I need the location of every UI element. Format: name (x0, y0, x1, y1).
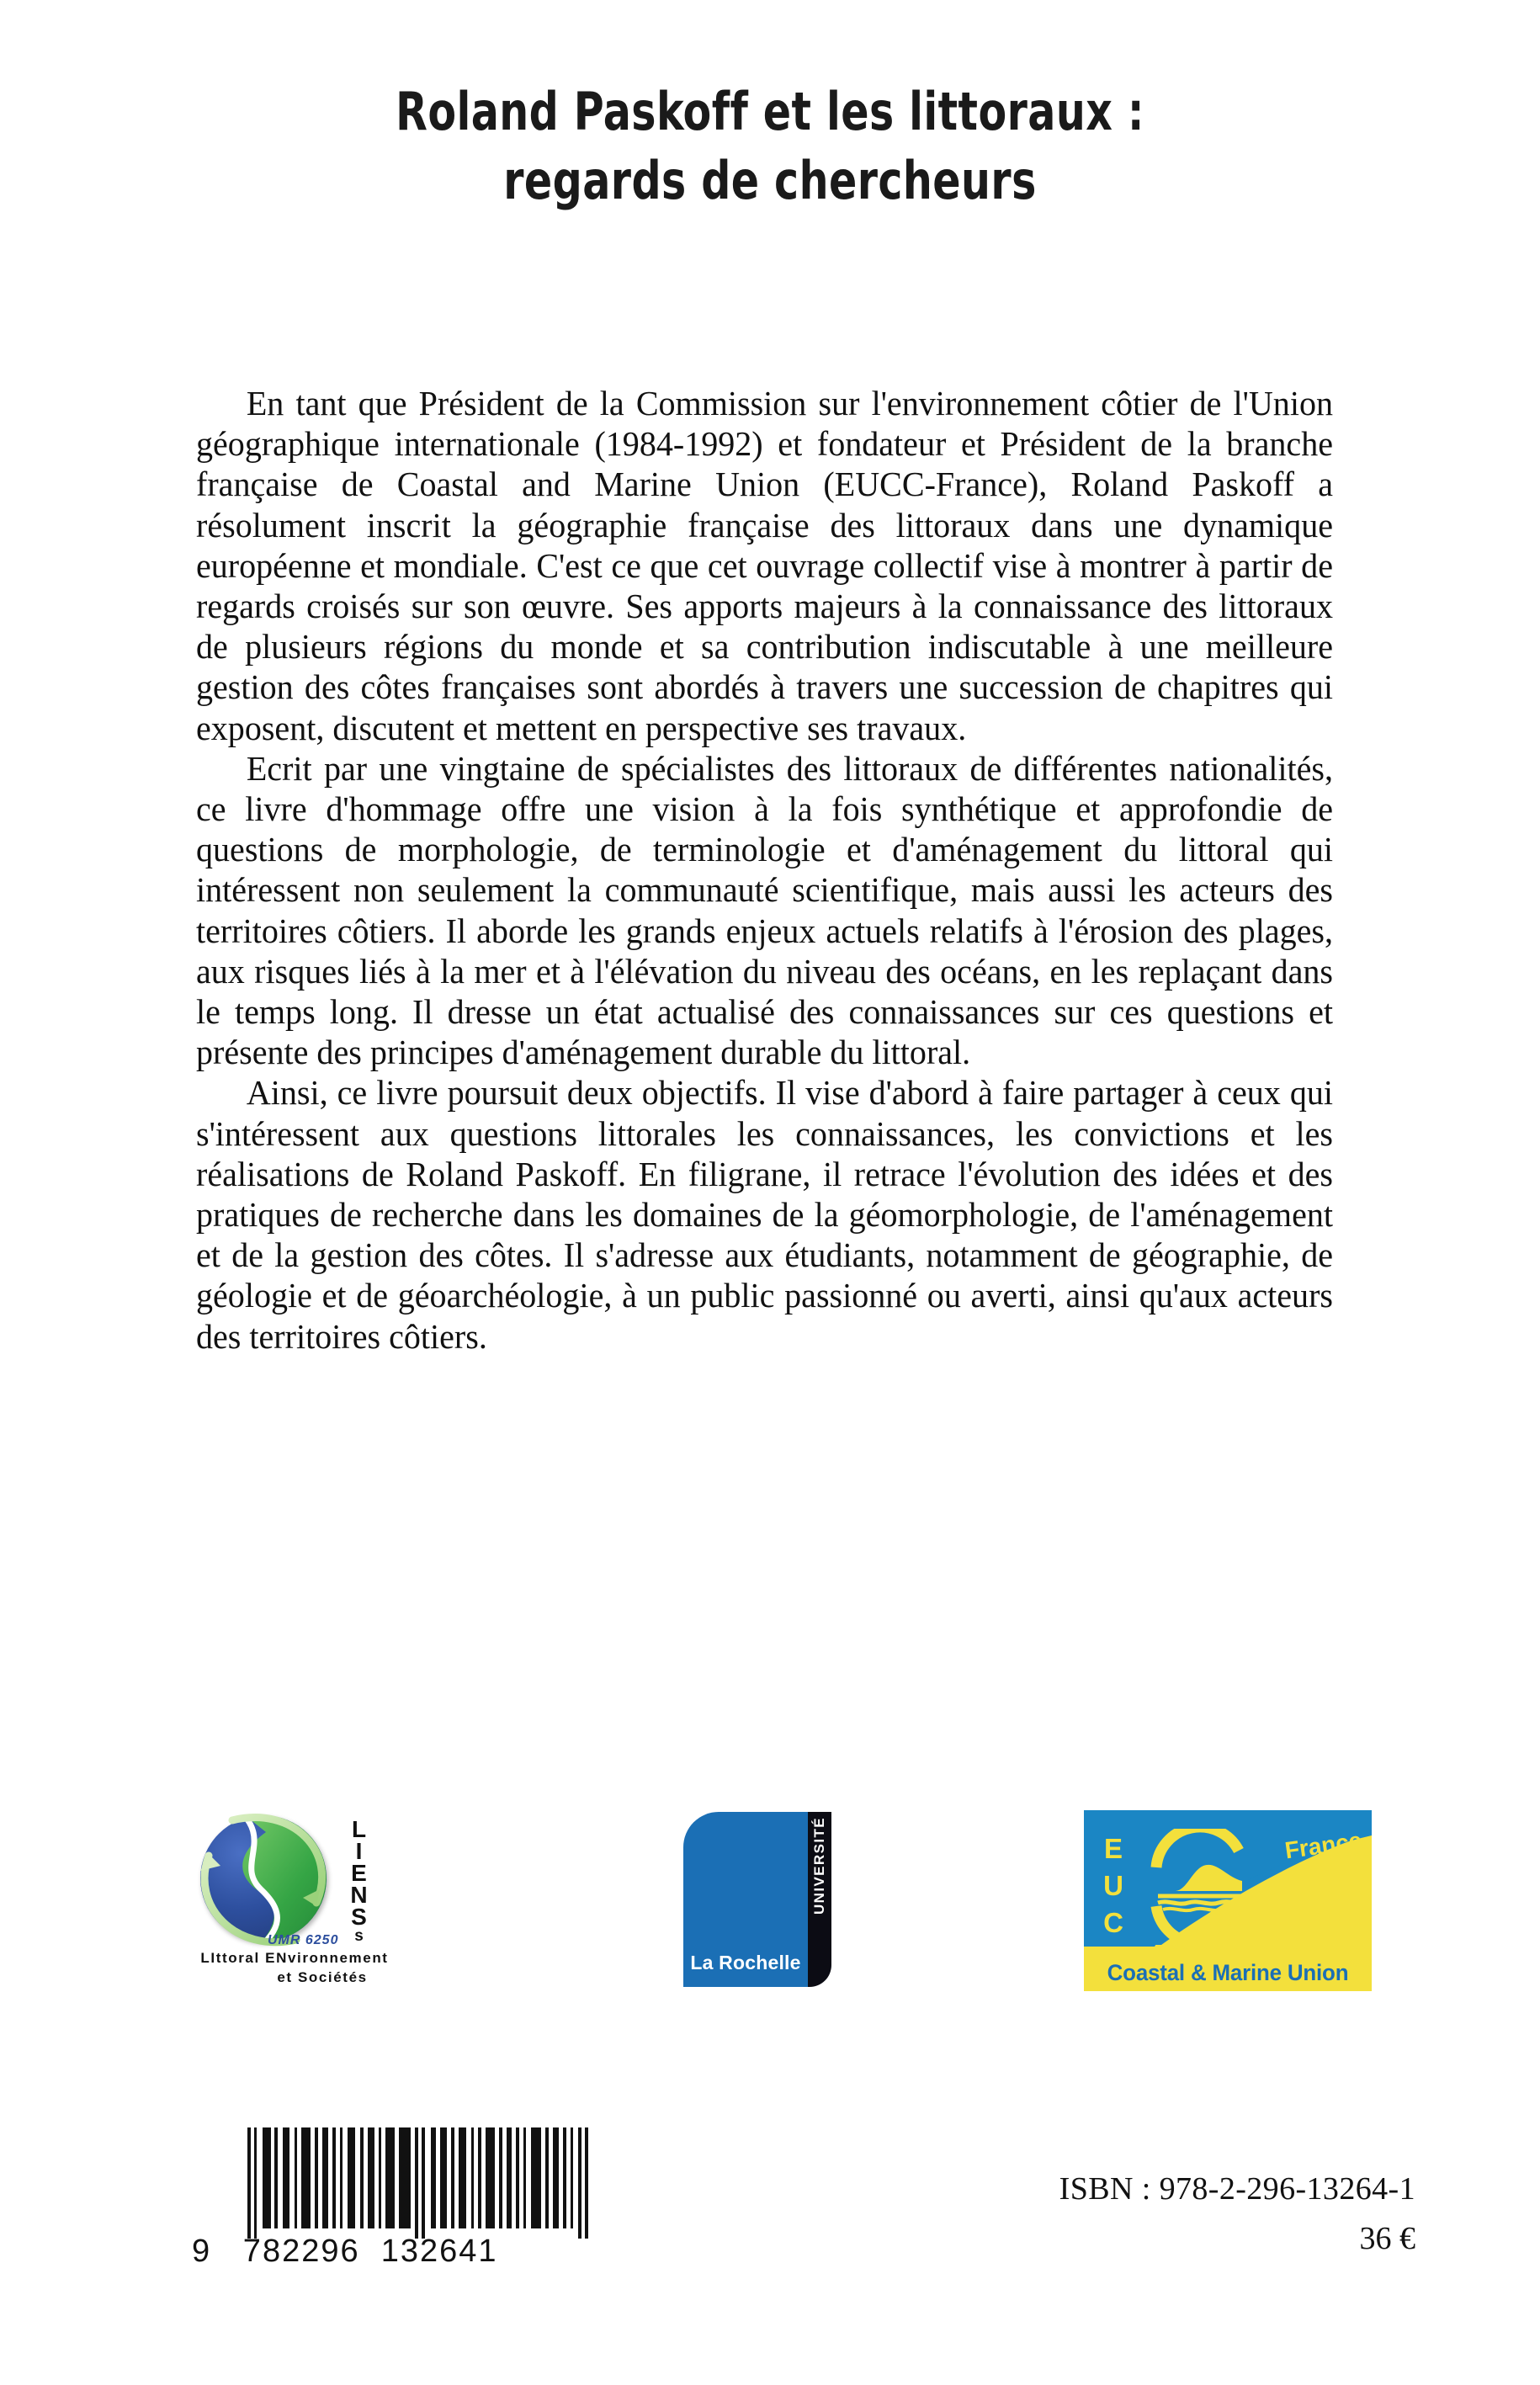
book-title (0, 77, 1540, 215)
price-label: 36 € (1359, 2221, 1415, 2256)
ulr-city-label: La Rochelle (690, 1952, 801, 1973)
book-title-line-2: regards de chercheurs (503, 149, 1037, 211)
book-title-line-1: Roland Paskoff et les littoraux : (396, 81, 1144, 142)
back-cover-blurb (196, 383, 1374, 1357)
liens-subtitle (160, 1948, 429, 1987)
liens-logo (192, 1805, 423, 1995)
liens-letter-n: N (350, 1882, 369, 1908)
eucc-letter-c: C (1103, 1907, 1123, 1938)
isbn-barcode (192, 2127, 597, 2269)
barcode-bars (244, 2127, 597, 2239)
ulr-universite-label: UNIVERSITÉ (811, 1817, 827, 1915)
eucc-coast-emblem-icon (1139, 1829, 1267, 1940)
ulr-universite-label-wrap (808, 1812, 831, 1987)
liens-acronym (340, 1816, 379, 1945)
liens-subtitle-line-1: LIttoral ENvironnement (200, 1950, 389, 1966)
eucc-france-logo (1084, 1810, 1372, 1991)
eucc-tagline: Coastal & Marine Union (1107, 1960, 1349, 1985)
liens-subtitle-line-2: et Sociétés (277, 1969, 368, 1985)
liens-letter-l: L (351, 1816, 368, 1842)
isbn-price-block (892, 2163, 1415, 2262)
eucc-letter-u: U (1103, 1870, 1123, 1901)
universite-la-rochelle-logo (683, 1812, 856, 1993)
liens-letter-s: S (351, 1904, 368, 1930)
liens-globe-green-shape (200, 1815, 327, 1941)
partner-logos (0, 1805, 1540, 1999)
liens-letter-e: E (351, 1860, 368, 1886)
liens-letter-s-small: s (354, 1927, 364, 1945)
liens-umr-code: UMR 6250 (268, 1933, 339, 1947)
barcode-digits-text: 9 782296 132641 (192, 2234, 498, 2269)
liens-globe-icon (200, 1815, 327, 1941)
blurb-paragraph-2: Ecrit par une vingtaine de spécialistes des littoraux de différentes nationalités, ce livre d'hommage offre une vision à la fois synthétique et approfondie de questions de morphologie, de terminologie et d'aménagement du littoral qui intéressent non seulement la communauté scientifique, mais aussi les acteurs des territoires côtiers. Il aborde les grands enjeux actuels relatifs à l'érosion des plages, aux risques liés à la mer et à l'élévation du niveau des océans, en les replaçant dans le temps long. Il dresse un état actualisé des connaissances sur ces questions et présente des principes d'aménagement durable du littoral. (196, 748, 1334, 1072)
isbn-label: ISBN : 978-2-296-13264-1 (1059, 2171, 1415, 2207)
blurb-paragraph-1: En tant que Président de la Commission sur l'environnement côtier de l'Union géographique internationale (1984-1992) et fondateur et Président de la branche française de Coastal and Marine Union (EUCC-France), Roland Paskoff a résolument inscrit la géographie française des littoraux dans une dynamique européenne et mondiale. C'est ce que cet ouvrage collectif vise à montrer à partir de regards croisés sur son œuvre. Ses apports majeurs à la connaissance des littoraux de plusieurs régions du monde et sa contribution indiscutable à une meilleure gestion des côtes françaises sont abordés à travers une succession de chapitres qui exposent, discutent et mettent en perspective ses travaux. (196, 384, 1334, 747)
eucc-country-label: France (1283, 1827, 1364, 1864)
liens-letter-i: I (355, 1838, 364, 1864)
eucc-acronym (1096, 1830, 1131, 1941)
blurb-paragraph-3: Ainsi, ce livre poursuit deux objectifs. Il vise d'abord à faire partager à ceux qui s'intéressent aux questions littorales les connaissances, les convictions et les réalisations de Roland Paskoff. En filigrane, il retrace l'évolution des idées et des pratiques de recherche dans les domaines de la géomorphologie, de l'aménagement et de la gestion des côtes. Il s'adresse aux étudiants, notamment de géographie, de géologie et de géoarchéologie, à un public passionné ou averti, ainsi qu'aux acteurs des territoires côtiers. (196, 1073, 1334, 1356)
eucc-letter-e: E (1103, 1833, 1123, 1864)
